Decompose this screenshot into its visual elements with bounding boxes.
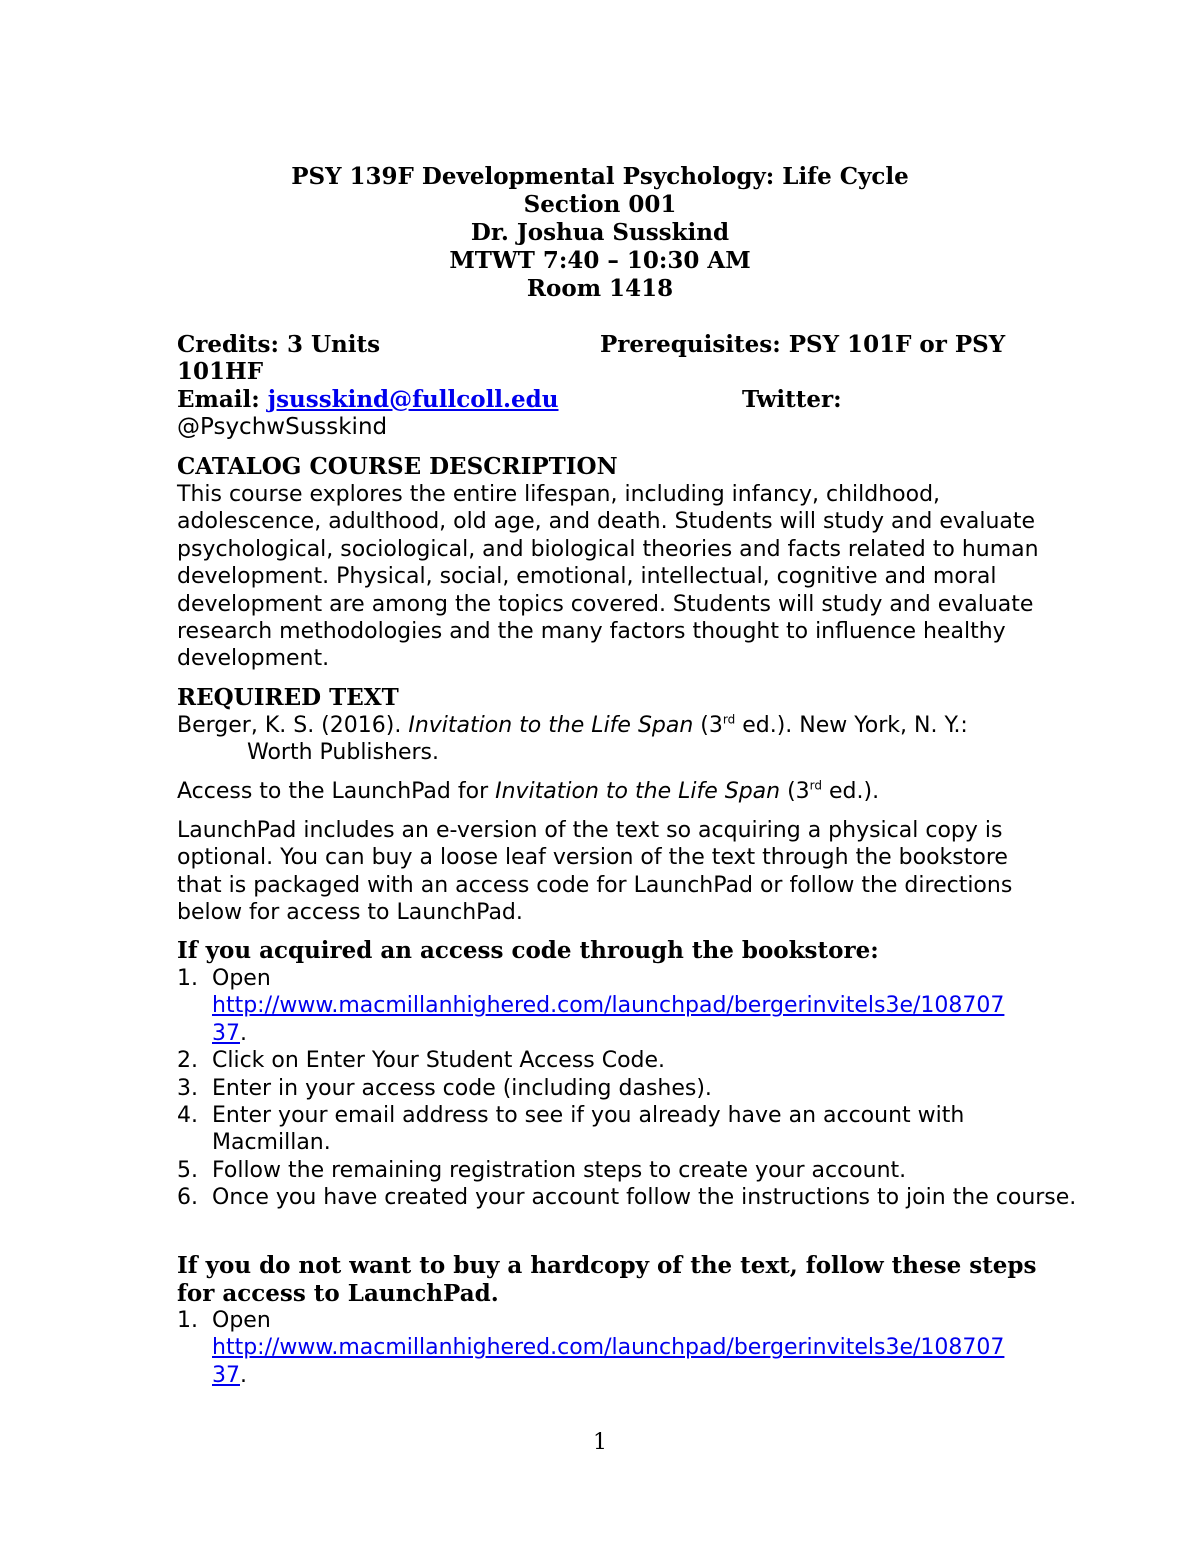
list-item xyxy=(177,1307,1077,1389)
instructor-name: Dr. Joshua Susskind xyxy=(470,219,730,246)
url-period: . xyxy=(240,1020,247,1046)
url-period: . xyxy=(240,1362,247,1388)
twitter-handle: @PsychwSusskind xyxy=(177,414,388,440)
section-number: Section 001 xyxy=(523,191,677,218)
launchpad-access-line xyxy=(177,778,1057,805)
list-text: Follow the remaining registration steps to create your account. xyxy=(212,1157,907,1183)
course-header xyxy=(0,163,1200,303)
citation-location: ed.). New York, N. Y.: xyxy=(735,713,968,738)
access-prefix: Access to the LaunchPad for xyxy=(177,779,496,804)
hardcopy-heading: If you do not want to buy a hardcopy of the text, follow these steps for access to LaunchPad. xyxy=(177,1252,1037,1307)
list-text: Once you have created your account follow the instructions to join the course. xyxy=(212,1185,1077,1211)
citation-edition: (3 xyxy=(693,713,723,738)
list-item xyxy=(177,965,1077,1047)
launchpad-url-link-cont[interactable]: 37 xyxy=(212,1020,240,1046)
textbook-citation xyxy=(177,712,1057,767)
list-number: 4. xyxy=(177,1103,198,1129)
list-item xyxy=(177,1102,1077,1157)
launchpad-url-link-cont[interactable]: 37 xyxy=(212,1362,240,1388)
email-label: Email: xyxy=(177,386,260,413)
access-rest: ed.). xyxy=(822,779,880,804)
prerequisites-label: Prerequisites: PSY 101F or PSY xyxy=(600,331,1006,358)
credits-row xyxy=(177,331,380,359)
bookstore-heading: If you acquired an access code through the bookstore: xyxy=(177,937,879,964)
list-text: Enter your email address to see if you already have an account with Macmillan. xyxy=(212,1103,965,1156)
access-edition: (3 xyxy=(780,779,810,804)
list-item xyxy=(177,1075,1077,1102)
access-edition-suffix: rd xyxy=(809,778,823,793)
citation-publisher: Worth Publishers. xyxy=(247,740,439,766)
prerequisites-row xyxy=(600,331,1005,359)
launchpad-url-link[interactable]: http://www.macmillanhighered.com/launchpad/bergerinvitels3e/108707 xyxy=(212,993,1005,1019)
launchpad-description: LaunchPad includes an e-version of the text so acquiring a physical copy is optional. You can buy a loose leaf version of the text through the bookstore that is packaged with an access code for LaunchPad or follow the directions below for access to LaunchPad. xyxy=(177,818,1013,926)
list-number: 3. xyxy=(177,1075,198,1101)
open-label: Open xyxy=(212,1308,271,1333)
prerequisites-continued: 101HF xyxy=(177,358,264,385)
list-number: 2. xyxy=(177,1048,198,1074)
required-text-heading: REQUIRED TEXT xyxy=(177,684,399,711)
twitter-label: Twitter: xyxy=(742,386,842,413)
catalog-heading: CATALOG COURSE DESCRIPTION xyxy=(177,453,618,480)
class-schedule: MTWT 7:40 – 10:30 AM xyxy=(449,247,751,274)
hardcopy-steps-list xyxy=(177,1307,1077,1389)
list-number: 1. xyxy=(177,966,198,991)
list-item xyxy=(177,1047,1077,1074)
citation-edition-suffix: rd xyxy=(722,712,736,727)
list-number: 1. xyxy=(177,1308,198,1333)
course-title: PSY 139F Developmental Psychology: Life Cycle xyxy=(291,163,909,190)
credits-label: Credits: 3 Units xyxy=(177,331,381,358)
bookstore-steps-list xyxy=(177,965,1077,1212)
list-item xyxy=(177,1184,1077,1211)
citation-title: Invitation to the Life Span xyxy=(408,713,694,738)
list-text: Click on Enter Your Student Access Code. xyxy=(212,1048,666,1074)
list-number: 6. xyxy=(177,1185,198,1211)
email-link[interactable]: jsusskind@fullcoll.edu xyxy=(267,386,559,413)
list-item xyxy=(177,1157,1077,1184)
open-label: Open xyxy=(212,966,271,991)
access-title: Invitation to the Life Span xyxy=(495,779,781,804)
page-number: 1 xyxy=(593,1430,607,1455)
email-row xyxy=(177,386,559,414)
launchpad-url-link[interactable]: http://www.macmillanhighered.com/launchpad/bergerinvitels3e/108707 xyxy=(212,1335,1005,1361)
citation-author: Berger, K. S. (2016). xyxy=(177,713,409,738)
room-number: Room 1418 xyxy=(526,275,674,302)
list-text: Enter in your access code (including dashes). xyxy=(212,1075,712,1101)
list-number: 5. xyxy=(177,1157,198,1183)
catalog-description: This course explores the entire lifespan, including infancy, childhood, adolescence, adulthood, old age, and death. Students will study and evaluate psychological, sociological, and biological theories and facts related to human development. Physical, social, emotional, intellectual, cognitive and moral development are among the topics covered. Students will study and evaluate research methodologies and the many factors thought to influence healthy development. xyxy=(177,482,1039,672)
